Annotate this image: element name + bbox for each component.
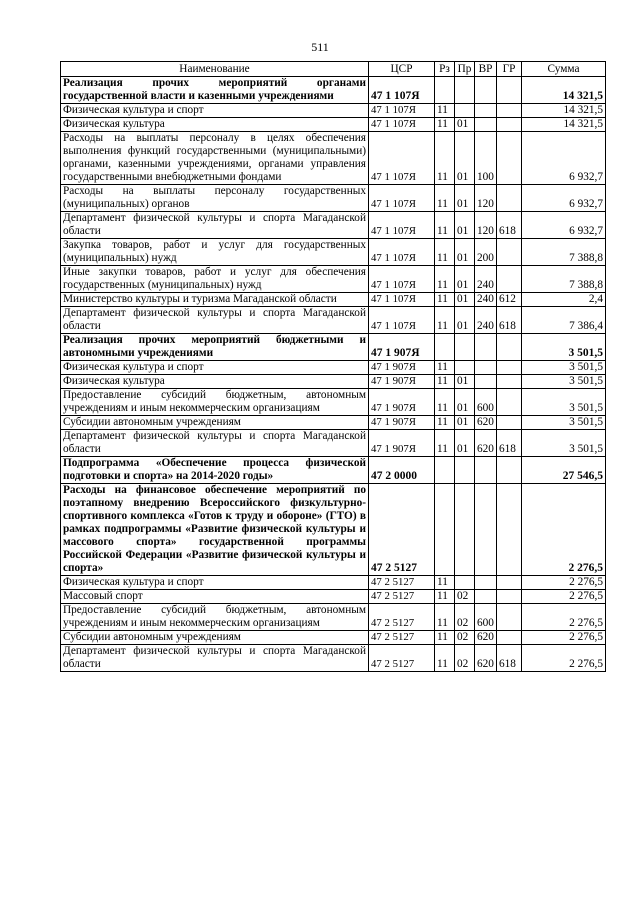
cell-name: Расходы на выплаты персоналу государственных (муниципальных) органов xyxy=(61,185,369,212)
cell-pr xyxy=(455,77,475,104)
cell-rz: 11 xyxy=(435,389,455,416)
cell-csr: 47 1 107Я xyxy=(369,185,435,212)
cell-vr xyxy=(475,484,497,576)
header-gr: ГР xyxy=(497,62,522,77)
header-pr: Пр xyxy=(455,62,475,77)
cell-pr xyxy=(455,104,475,118)
cell-gr xyxy=(497,375,522,389)
table-row xyxy=(61,457,606,484)
cell-vr: 100 xyxy=(475,132,497,185)
cell-vr: 200 xyxy=(475,239,497,266)
cell-pr: 01 xyxy=(455,239,475,266)
table-row xyxy=(61,389,606,416)
cell-csr: 47 1 107Я xyxy=(369,104,435,118)
cell-gr xyxy=(497,266,522,293)
cell-pr: 02 xyxy=(455,604,475,631)
cell-name: Физическая культура xyxy=(61,375,369,389)
header-rz: Рз xyxy=(435,62,455,77)
header-name: Наименование xyxy=(61,62,369,77)
table-row xyxy=(61,631,606,645)
cell-pr: 01 xyxy=(455,118,475,132)
cell-rz xyxy=(435,457,455,484)
cell-csr: 47 1 107Я xyxy=(369,266,435,293)
cell-pr: 01 xyxy=(455,185,475,212)
cell-rz: 11 xyxy=(435,590,455,604)
cell-csr: 47 1 107Я xyxy=(369,239,435,266)
cell-rz: 11 xyxy=(435,266,455,293)
cell-rz: 11 xyxy=(435,132,455,185)
cell-name: Предоставление субсидий бюджетным, автономным учреждениям и иным некоммерческим организациям xyxy=(61,389,369,416)
cell-rz xyxy=(435,77,455,104)
table-row xyxy=(61,576,606,590)
cell-gr xyxy=(497,185,522,212)
header-sum: Сумма xyxy=(522,62,606,77)
cell-gr: 618 xyxy=(497,430,522,457)
cell-vr xyxy=(475,334,497,361)
table-header-row xyxy=(61,62,606,77)
cell-pr: 01 xyxy=(455,307,475,334)
cell-vr xyxy=(475,590,497,604)
cell-name: Физическая культура и спорт xyxy=(61,576,369,590)
cell-gr xyxy=(497,604,522,631)
table-row xyxy=(61,645,606,672)
cell-pr: 01 xyxy=(455,266,475,293)
cell-rz: 11 xyxy=(435,185,455,212)
table-row xyxy=(61,604,606,631)
cell-csr: 47 1 107Я xyxy=(369,77,435,104)
cell-vr xyxy=(475,104,497,118)
cell-vr: 240 xyxy=(475,307,497,334)
cell-name: Подпрограмма «Обеспечение процесса физической подготовки и спорта» на 2014-2020 годы» xyxy=(61,457,369,484)
table-body xyxy=(61,77,606,672)
cell-gr xyxy=(497,132,522,185)
cell-csr: 47 1 107Я xyxy=(369,307,435,334)
cell-rz: 11 xyxy=(435,645,455,672)
cell-sum: 7 386,4 xyxy=(522,307,606,334)
cell-name: Департамент физической культуры и спорта Магаданской области xyxy=(61,430,369,457)
cell-rz: 11 xyxy=(435,416,455,430)
cell-rz: 11 xyxy=(435,375,455,389)
cell-pr: 01 xyxy=(455,132,475,185)
cell-gr xyxy=(497,104,522,118)
cell-pr xyxy=(455,457,475,484)
cell-rz: 11 xyxy=(435,576,455,590)
cell-csr: 47 2 5127 xyxy=(369,604,435,631)
cell-vr xyxy=(475,375,497,389)
cell-vr xyxy=(475,457,497,484)
cell-csr: 47 1 107Я xyxy=(369,293,435,307)
cell-gr xyxy=(497,576,522,590)
cell-csr: 47 2 5127 xyxy=(369,590,435,604)
cell-gr xyxy=(497,361,522,375)
cell-name: Министерство культуры и туризма Магаданской области xyxy=(61,293,369,307)
cell-gr: 618 xyxy=(497,212,522,239)
cell-sum: 7 388,8 xyxy=(522,266,606,293)
cell-sum: 3 501,5 xyxy=(522,430,606,457)
cell-rz: 11 xyxy=(435,104,455,118)
cell-csr: 47 2 5127 xyxy=(369,631,435,645)
cell-rz: 11 xyxy=(435,361,455,375)
cell-vr xyxy=(475,77,497,104)
table-row xyxy=(61,118,606,132)
cell-name: Реализация прочих мероприятий бюджетными и автономными учреждениями xyxy=(61,334,369,361)
cell-gr xyxy=(497,389,522,416)
table-row xyxy=(61,104,606,118)
cell-vr: 620 xyxy=(475,416,497,430)
table-row xyxy=(61,484,606,576)
cell-name: Субсидии автономным учреждениям xyxy=(61,631,369,645)
cell-sum: 2 276,5 xyxy=(522,484,606,576)
cell-gr: 612 xyxy=(497,293,522,307)
cell-sum: 3 501,5 xyxy=(522,416,606,430)
cell-rz: 11 xyxy=(435,118,455,132)
cell-rz xyxy=(435,484,455,576)
table-row xyxy=(61,430,606,457)
cell-pr xyxy=(455,484,475,576)
cell-vr: 600 xyxy=(475,389,497,416)
cell-vr: 620 xyxy=(475,645,497,672)
cell-gr: 618 xyxy=(497,645,522,672)
cell-gr xyxy=(497,416,522,430)
cell-rz: 11 xyxy=(435,307,455,334)
cell-sum: 2 276,5 xyxy=(522,590,606,604)
cell-rz: 11 xyxy=(435,604,455,631)
cell-pr xyxy=(455,334,475,361)
cell-name: Департамент физической культуры и спорта Магаданской области xyxy=(61,645,369,672)
cell-vr: 600 xyxy=(475,604,497,631)
cell-csr: 47 2 0000 xyxy=(369,457,435,484)
cell-csr: 47 2 5127 xyxy=(369,576,435,590)
cell-name: Департамент физической культуры и спорта Магаданской области xyxy=(61,307,369,334)
cell-gr xyxy=(497,457,522,484)
cell-csr: 47 1 907Я xyxy=(369,389,435,416)
cell-rz: 11 xyxy=(435,293,455,307)
cell-csr: 47 1 907Я xyxy=(369,375,435,389)
cell-gr xyxy=(497,334,522,361)
page-number: 511 xyxy=(311,40,329,54)
cell-csr: 47 1 907Я xyxy=(369,334,435,361)
cell-gr: 618 xyxy=(497,307,522,334)
table-row xyxy=(61,77,606,104)
cell-rz: 11 xyxy=(435,212,455,239)
header-vr: ВР xyxy=(475,62,497,77)
cell-pr: 01 xyxy=(455,430,475,457)
table-row xyxy=(61,212,606,239)
header-csr: ЦСР xyxy=(369,62,435,77)
cell-name: Департамент физической культуры и спорта Магаданской области xyxy=(61,212,369,239)
cell-csr: 47 1 907Я xyxy=(369,430,435,457)
cell-rz: 11 xyxy=(435,239,455,266)
table-row xyxy=(61,416,606,430)
cell-pr xyxy=(455,576,475,590)
table-row xyxy=(61,293,606,307)
cell-csr: 47 1 907Я xyxy=(369,361,435,375)
cell-rz: 11 xyxy=(435,631,455,645)
table-row xyxy=(61,307,606,334)
cell-name: Физическая культура и спорт xyxy=(61,104,369,118)
cell-csr: 47 1 107Я xyxy=(369,132,435,185)
cell-sum: 6 932,7 xyxy=(522,132,606,185)
cell-vr xyxy=(475,576,497,590)
cell-gr xyxy=(497,631,522,645)
cell-sum: 2 276,5 xyxy=(522,645,606,672)
cell-name: Физическая культура xyxy=(61,118,369,132)
cell-pr: 01 xyxy=(455,416,475,430)
cell-sum: 3 501,5 xyxy=(522,334,606,361)
cell-name: Предоставление субсидий бюджетным, автономным учреждениям и иным некоммерческим организациям xyxy=(61,604,369,631)
cell-sum: 7 388,8 xyxy=(522,239,606,266)
cell-pr: 01 xyxy=(455,389,475,416)
cell-csr: 47 2 5127 xyxy=(369,484,435,576)
cell-rz: 11 xyxy=(435,430,455,457)
cell-name: Закупка товаров, работ и услуг для государственных (муниципальных) нужд xyxy=(61,239,369,266)
cell-vr: 620 xyxy=(475,631,497,645)
cell-vr: 120 xyxy=(475,212,497,239)
table-row xyxy=(61,361,606,375)
cell-vr: 120 xyxy=(475,185,497,212)
cell-pr: 01 xyxy=(455,293,475,307)
cell-sum: 3 501,5 xyxy=(522,375,606,389)
cell-pr: 02 xyxy=(455,631,475,645)
cell-sum: 6 932,7 xyxy=(522,185,606,212)
cell-pr: 02 xyxy=(455,645,475,672)
cell-sum: 3 501,5 xyxy=(522,389,606,416)
table-row xyxy=(61,185,606,212)
cell-name: Физическая культура и спорт xyxy=(61,361,369,375)
cell-name: Реализация прочих мероприятий органами государственной власти и казенными учреждениями xyxy=(61,77,369,104)
cell-vr: 620 xyxy=(475,430,497,457)
cell-sum: 6 932,7 xyxy=(522,212,606,239)
cell-name: Иные закупки товаров, работ и услуг для обеспечения государственных (муниципальных) нужд xyxy=(61,266,369,293)
table-row xyxy=(61,266,606,293)
table-row xyxy=(61,334,606,361)
cell-sum: 2 276,5 xyxy=(522,604,606,631)
cell-rz xyxy=(435,334,455,361)
cell-sum: 14 321,5 xyxy=(522,104,606,118)
cell-sum: 2 276,5 xyxy=(522,631,606,645)
cell-sum: 2 276,5 xyxy=(522,576,606,590)
table-row xyxy=(61,239,606,266)
cell-pr xyxy=(455,361,475,375)
cell-sum: 14 321,5 xyxy=(522,77,606,104)
cell-gr xyxy=(497,118,522,132)
cell-gr xyxy=(497,484,522,576)
cell-vr xyxy=(475,361,497,375)
cell-vr xyxy=(475,118,497,132)
cell-name: Массовый спорт xyxy=(61,590,369,604)
cell-pr: 01 xyxy=(455,212,475,239)
budget-table xyxy=(60,61,606,672)
cell-pr: 02 xyxy=(455,590,475,604)
cell-vr: 240 xyxy=(475,293,497,307)
cell-sum: 3 501,5 xyxy=(522,361,606,375)
cell-name: Расходы на выплаты персоналу в целях обеспечения выполнения функций государственными (муниципальными) органами, казенными учреждениями, органами управления государственными внебюджетными фондами xyxy=(61,132,369,185)
cell-sum: 2,4 xyxy=(522,293,606,307)
table-row xyxy=(61,590,606,604)
cell-vr: 240 xyxy=(475,266,497,293)
table-row xyxy=(61,375,606,389)
cell-csr: 47 1 107Я xyxy=(369,118,435,132)
cell-sum: 14 321,5 xyxy=(522,118,606,132)
cell-csr: 47 2 5127 xyxy=(369,645,435,672)
cell-name: Субсидии автономным учреждениям xyxy=(61,416,369,430)
cell-sum: 27 546,5 xyxy=(522,457,606,484)
cell-gr xyxy=(497,77,522,104)
cell-csr: 47 1 107Я xyxy=(369,212,435,239)
cell-name: Расходы на финансовое обеспечение мероприятий по поэтапному внедрению Всероссийского физкультурно-спортивного комплекса «Готов к труду и обороне» (ГТО) в рамках подпрограммы «Развитие физической культуры и массового спорта» государственной программы Российской Федерации «Развитие физической культуры и спорта» xyxy=(61,484,369,576)
cell-gr xyxy=(497,590,522,604)
table-row xyxy=(61,132,606,185)
cell-pr: 01 xyxy=(455,375,475,389)
cell-gr xyxy=(497,239,522,266)
cell-csr: 47 1 907Я xyxy=(369,416,435,430)
